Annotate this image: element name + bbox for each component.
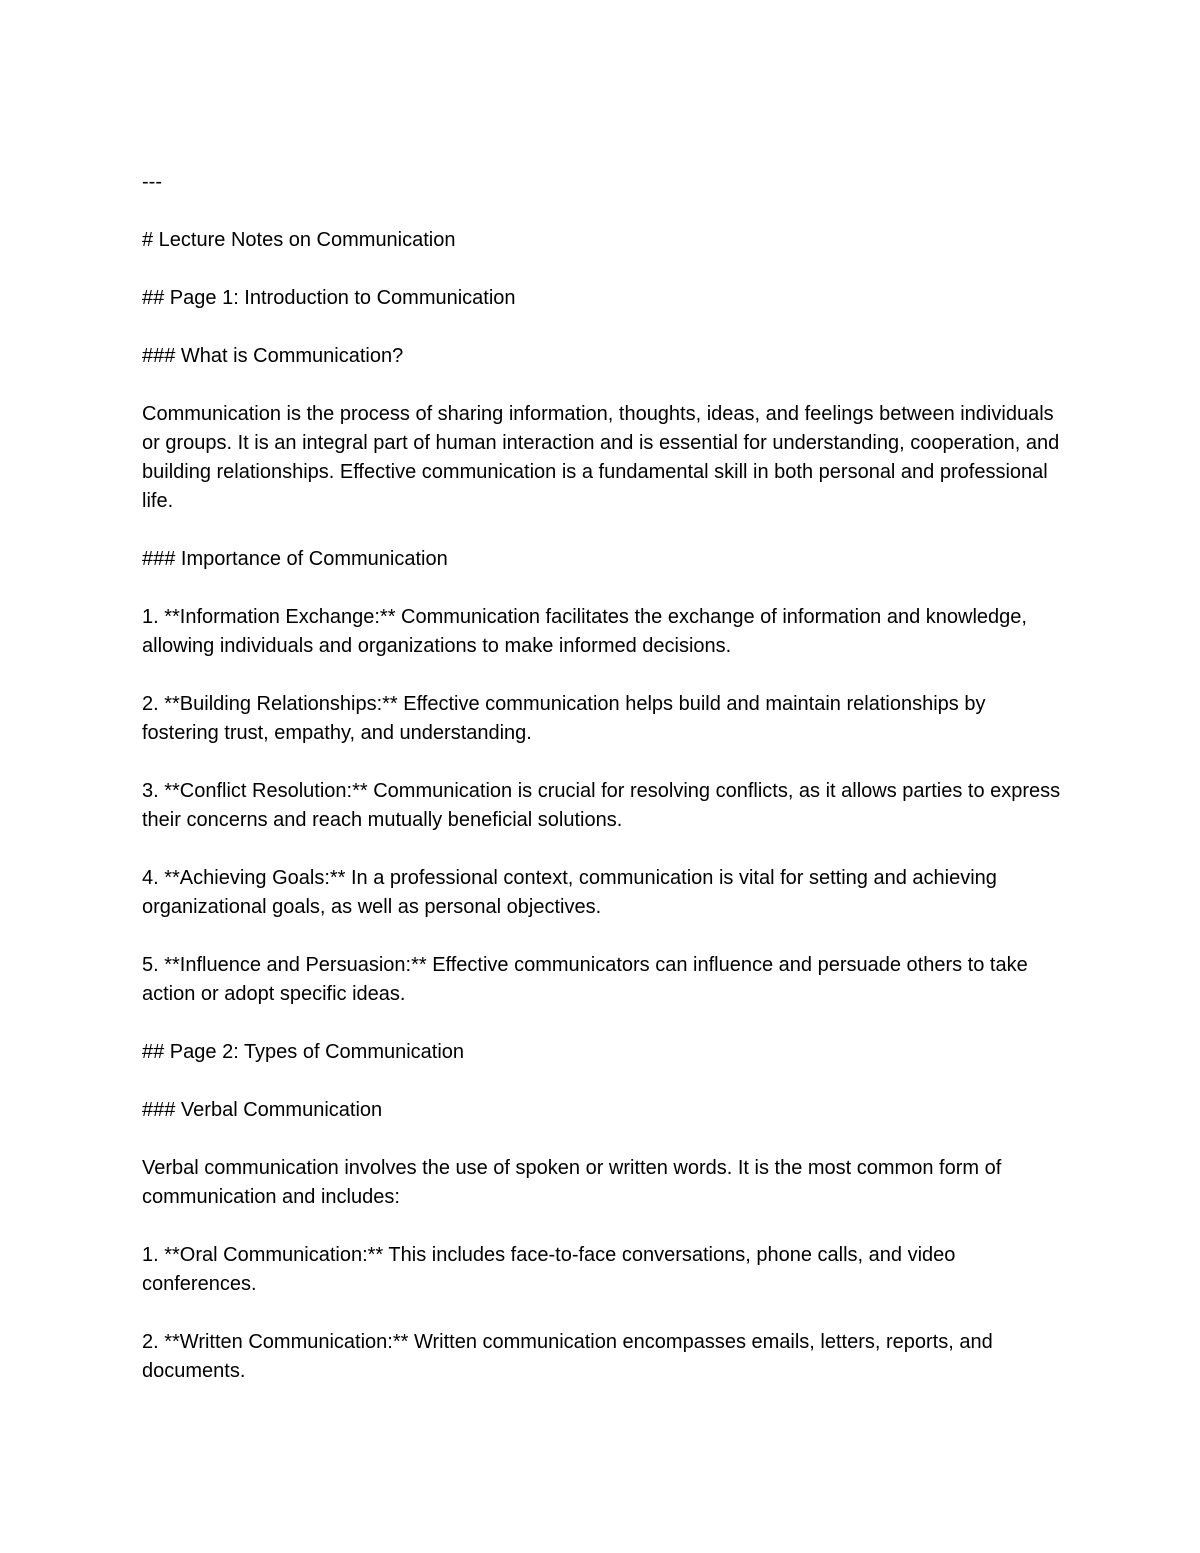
verbal-item-2: 2. **Written Communication:** Written communication encompasses emails, letters, reports, and documents. — [142, 1331, 999, 1382]
importance-item-5: 5. **Influence and Persuasion:** Effective communicators can influence and persuade others to take action or adopt specific ideas. — [142, 954, 1034, 1005]
page1-heading: ## Page 1: Introduction to Communication — [142, 287, 516, 309]
verbal-item-1: 1. **Oral Communication:** This includes face-to-face conversations, phone calls, and video conferences. — [142, 1244, 961, 1295]
document-page — [142, 168, 1066, 1386]
intro-paragraph: Communication is the process of sharing information, thoughts, ideas, and feelings between individuals or groups. It is an integral part of human interaction and is essential for understanding, cooperation, and building relationships. Effective communication is a fundamental skill in both personal and professional life. — [142, 403, 1065, 512]
importance-item-2: 2. **Building Relationships:** Effective communication helps build and maintain relationships by fostering trust, empathy, and understanding. — [142, 693, 992, 744]
importance-item-3: 3. **Conflict Resolution:** Communication is crucial for resolving conflicts, as it allows parties to express their concerns and reach mutually beneficial solutions. — [142, 780, 1066, 831]
importance-item-1: 1. **Information Exchange:** Communication facilitates the exchange of information and knowledge, allowing individuals and organizations to make informed decisions. — [142, 606, 1033, 657]
document-title: # Lecture Notes on Communication — [142, 229, 456, 251]
importance-item-4: 4. **Achieving Goals:** In a professional context, communication is vital for setting and achieving organizational goals, as well as personal objectives. — [142, 867, 1003, 918]
verbal-paragraph: Verbal communication involves the use of spoken or written words. It is the most common form of communication and includes: — [142, 1157, 1007, 1208]
what-is-heading: ### What is Communication? — [142, 345, 404, 367]
separator: --- — [142, 171, 162, 193]
page2-heading: ## Page 2: Types of Communication — [142, 1041, 465, 1063]
verbal-heading: ### Verbal Communication — [142, 1099, 383, 1121]
importance-heading: ### Importance of Communication — [142, 548, 448, 570]
